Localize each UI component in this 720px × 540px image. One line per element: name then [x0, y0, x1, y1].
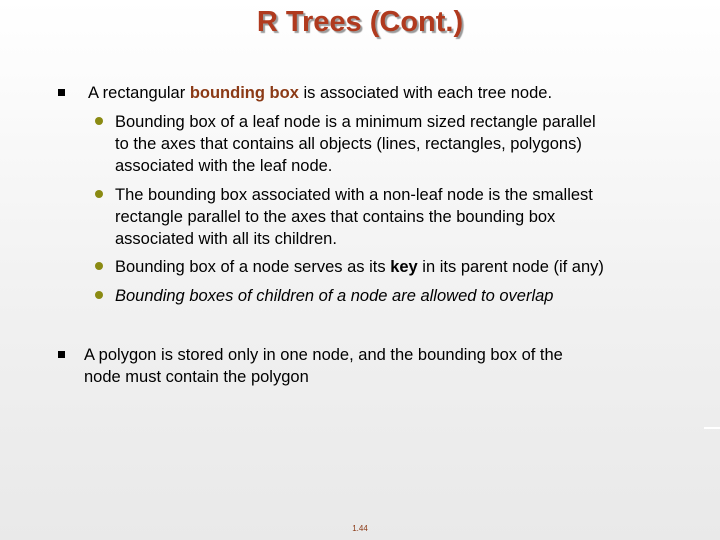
bullet-bounding-box	[88, 82, 552, 104]
bullet-text-post: is associated with each tree node.	[298, 84, 553, 102]
line: rectangle parallel to the axes that contains the bounding box	[115, 208, 556, 226]
round-bullet-icon	[95, 190, 103, 198]
line: The bounding box associated with a non-leaf node is the smallest	[115, 186, 593, 204]
bullet-polygon	[84, 344, 563, 388]
edge-mark	[704, 427, 720, 429]
highlight-bounding-box: bounding box	[189, 84, 299, 102]
square-bullet-icon	[58, 351, 65, 358]
round-bullet-icon	[95, 291, 103, 299]
sub-bullet-key	[115, 256, 604, 278]
line: to the axes that contains all objects (lines, rectangles, polygons)	[115, 135, 582, 153]
line: associated with all its children.	[115, 230, 337, 248]
round-bullet-icon	[95, 117, 103, 125]
slide-title: R Trees (Cont.)	[256, 6, 464, 38]
bullet-text-pre: A rectangular	[88, 84, 190, 102]
line: node must contain the polygon	[84, 368, 309, 386]
line: Bounding box of a leaf node is a minimum sized rectangle parallel	[115, 113, 596, 131]
page-number: 1.44	[352, 524, 368, 533]
bullet-text-post: in its parent node (if any)	[417, 258, 604, 276]
sub-bullet-overlap: Bounding boxes of children of a node are allowed to overlap	[115, 287, 554, 305]
highlight-key: key	[390, 258, 418, 276]
round-bullet-icon	[95, 262, 103, 270]
line: A polygon is stored only in one node, and the bounding box of the	[84, 346, 563, 364]
sub-bullet-leaf-node	[115, 111, 596, 177]
bullet-text-pre: Bounding box of a node serves as its	[115, 258, 391, 276]
line: associated with the leaf node.	[115, 157, 333, 175]
square-bullet-icon	[58, 89, 65, 96]
sub-bullet-non-leaf-node	[115, 184, 593, 250]
